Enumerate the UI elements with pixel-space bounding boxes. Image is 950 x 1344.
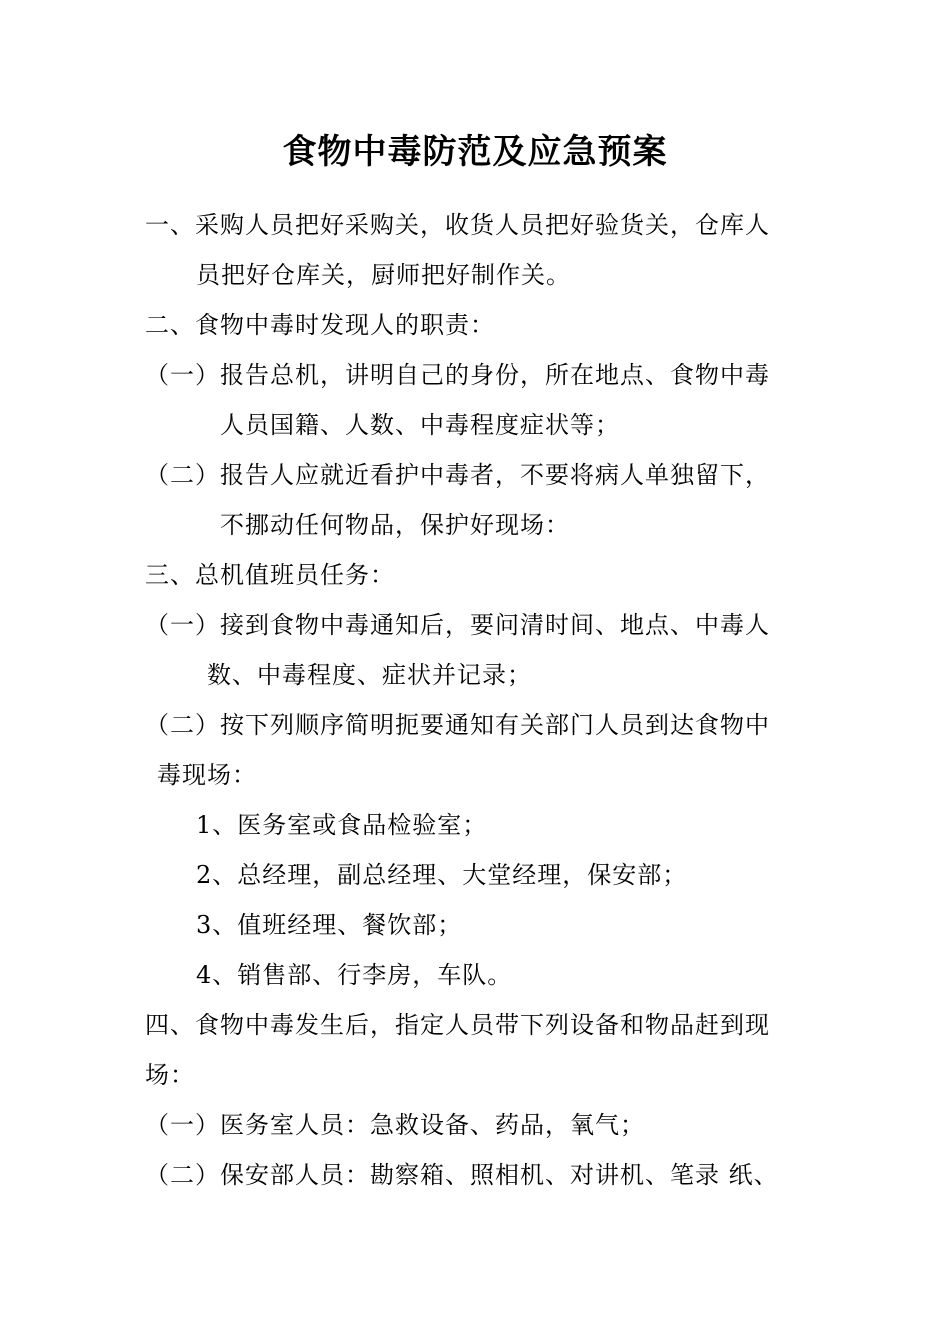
- text-line: 毒现场：: [157, 761, 257, 789]
- text-line: 3、值班经理、餐饮部；: [196, 911, 463, 939]
- text-line: 数、中毒程度、症状并记录；: [207, 661, 532, 689]
- text-line: 1、医务室或食品检验室；: [196, 811, 488, 839]
- text-line: （一）接到食物中毒通知后，要问清时间、地点、中毒人: [145, 611, 770, 639]
- text-line: （二）报告人应就近看护中毒者，不要将病人单独留下，: [145, 461, 770, 489]
- text-line: 员把好仓库关，厨师把好制作关。: [196, 261, 571, 289]
- text-line: 三、总机值班员任务：: [145, 561, 395, 589]
- text-line: 二、食物中毒时发现人的职责：: [145, 311, 495, 339]
- document-title: 食物中毒防范及应急预案: [282, 132, 668, 172]
- text-line: （一）医务室人员：急救设备、药品，氧气；: [145, 1111, 645, 1139]
- text-line: 场：: [145, 1061, 195, 1089]
- text-line: （一）报告总机，讲明自己的身份，所在地点、食物中毒: [145, 361, 770, 389]
- text-line: 一、采购人员把好采购关，收货人员把好验货关，仓库人: [145, 211, 770, 239]
- text-line: （二）保安部人员：勘察箱、照相机、对讲机、笔录 纸、: [145, 1161, 779, 1189]
- text-line: 人员国籍、人数、中毒程度症状等；: [220, 411, 620, 439]
- text-line: 不挪动任何物品，保护好现场：: [220, 511, 570, 539]
- text-line: 四、食物中毒发生后，指定人员带下列设备和物品赶到现: [145, 1011, 770, 1039]
- text-line: （二）按下列顺序简明扼要通知有关部门人员到达食物中: [145, 711, 770, 739]
- text-line: 2、总经理，副总经理、大堂经理，保安部；: [196, 861, 688, 889]
- text-line: 4、销售部、行李房，车队。: [196, 961, 513, 989]
